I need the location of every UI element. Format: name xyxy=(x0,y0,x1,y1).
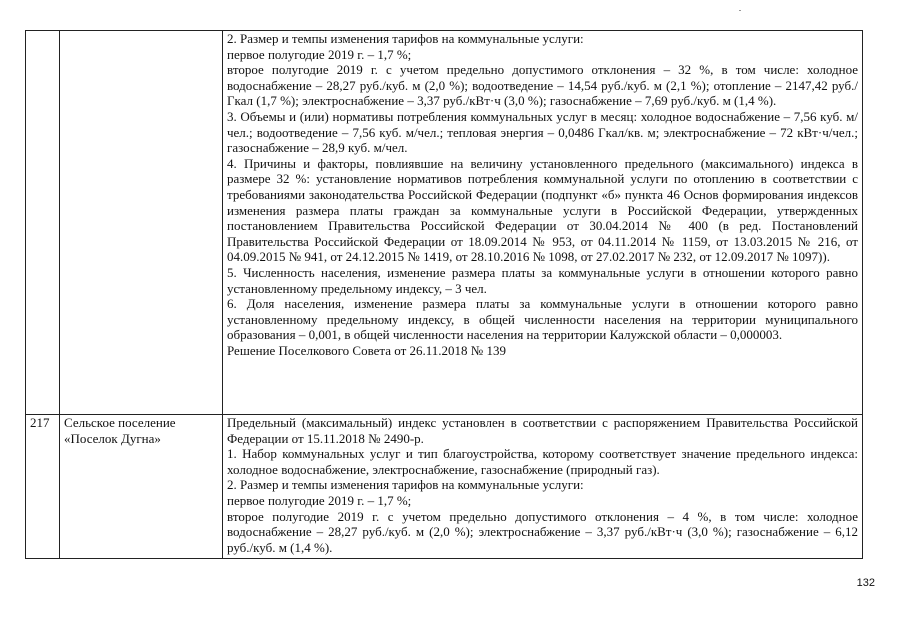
content-paragraph: 4. Причины и факторы, повлиявшие на величину установленного предельного (максимального) индекса в размере 32 %: установление нормативов потребления коммунальной услуги по отоплению в соответствии с требованиями законодательства Российской Федерации (подпункт «б» пункта 46 Основ формирования индексов изменения размера платы граждан за коммунальные услуги в Российской Федерации, утвержденных постановлением Правительства Российской Федерации от 30.04.2014 № 400 (в ред. Постановлений Правительства Российской Федерации от 18.09.2014 № 953, от 04.11.2014 № 1159, от 13.03.2015 № 216, от 04.09.2015 № 941, от 24.12.2015 № 1419, от 28.10.2016 № 1098, от 27.02.2017 № 232, от 12.09.2017 № 1097)). xyxy=(227,155,858,265)
content-paragraph: 2. Размер и темпы изменения тарифов на коммунальные услуги: xyxy=(227,31,584,46)
content-paragraph: второе полугодие 2019 г. с учетом предельно допустимого отклонения – 32 %, в том числе: холодное водоснабжение – 28,27 руб./куб. м (2,0 %); водоотведение – 14,54 руб./куб. м (2,1 %); отопление – 2147,42 руб./Гкал (1,7 %); электроснабжение – 3,37 руб./кВт·ч (3,0 %); газоснабжение – 7,69 руб./куб. м (1,4 %). xyxy=(227,62,858,109)
content-paragraph: 3. Объемы и (или) нормативы потребления коммунальных услуг в месяц: холодное водоснабжение – 7,56 куб. м/чел.; водоотведение – 7,56 куб. м/чел.; тепловая энергия – 0,0486 Гкал/кв. м; электроснабжение – 72 кВт·ч/чел.; газоснабжение – 28,9 куб. м/чел. xyxy=(227,108,858,156)
content-paragraph: 1. Набор коммунальных услуг и тип благоустройства, которому соответствует значение предельного индекса: холодное водоснабжение, электроснабжение, газоснабжение (природный газ). xyxy=(227,446,858,477)
municipality-name xyxy=(60,415,223,559)
content-paragraph: второе полугодие 2019 г. с учетом предельно допустимого отклонения – 4 %, в том числе: холодное водоснабжение – 28,27 руб./куб. м (2,0 %); электроснабжение – 3,37 руб./кВт·ч (3,0 %); газоснабжение – 6,12 руб./куб. м (1,4 %). xyxy=(227,508,858,555)
scan-artifact xyxy=(739,10,741,11)
table-row xyxy=(26,31,863,415)
municipality-name-line1: Сельское поселение xyxy=(64,415,176,430)
municipality-name-line2: «Поселок Дугна» xyxy=(64,430,161,446)
row-number xyxy=(26,31,60,415)
row-number: 217 xyxy=(26,415,60,559)
decision-reference: Решение Поселкового Совета от 26.11.2018 № 139 xyxy=(227,342,506,358)
table-row xyxy=(26,415,863,559)
row-content xyxy=(223,31,863,415)
municipality-name xyxy=(60,31,223,415)
row-content xyxy=(223,415,863,559)
content-paragraph: 2. Размер и темпы изменения тарифов на коммунальные услуги: xyxy=(227,477,584,493)
tariff-table xyxy=(25,30,863,559)
content-paragraph: Предельный (максимальный) индекс установлен в соответствии с распоряжением Правительства Российской Федерации от 15.11.2018 № 2490-р. xyxy=(227,415,858,446)
content-paragraph: 5. Численность населения, изменение размера платы за коммунальные услуги в отношении которого равно установленному предельному индексу, – 3 чел. xyxy=(227,264,858,296)
page-number: 132 xyxy=(856,577,875,589)
content-paragraph: 6. Доля населения, изменение размера платы за коммунальные услуги в отношении которого равно установленному предельному индексу, в общей численности населения на территории муниципального образования – 0,001, в общей численности населения на территории Калужской области – 0,000003. xyxy=(227,296,858,343)
content-paragraph: первое полугодие 2019 г. – 1,7 %; xyxy=(227,492,412,508)
content-paragraph: первое полугодие 2019 г. – 1,7 %; xyxy=(227,46,412,62)
